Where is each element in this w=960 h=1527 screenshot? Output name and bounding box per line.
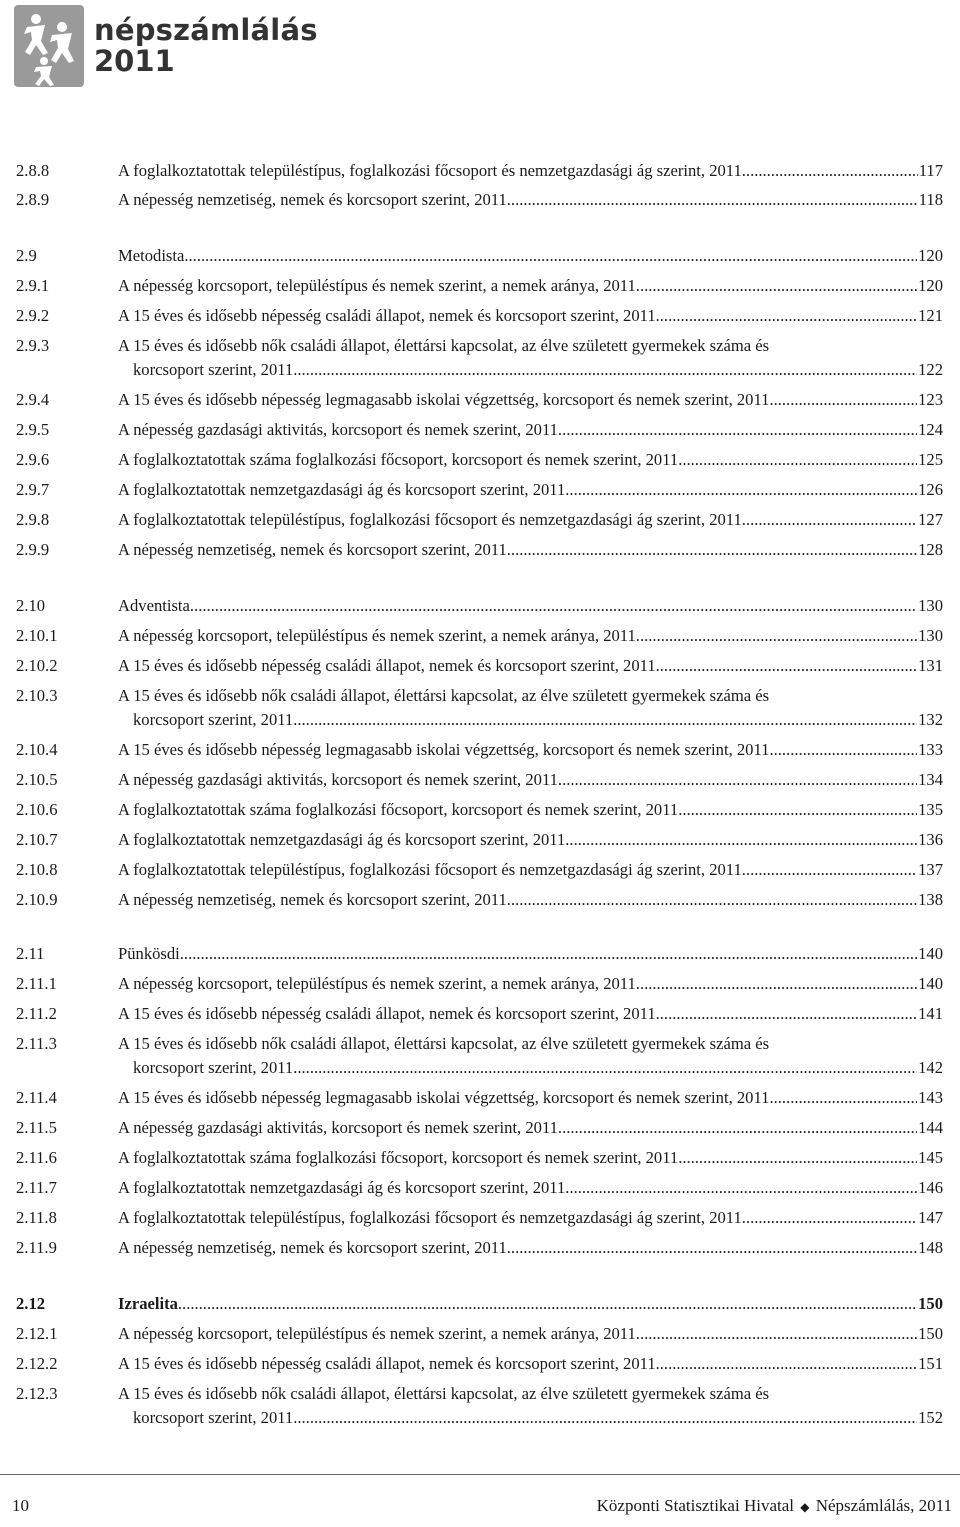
toc-entry-number: 2.9.5 <box>16 420 50 439</box>
toc-page-number: 120 <box>918 276 943 295</box>
toc-entry-body <box>118 798 943 822</box>
toc-page-number: 144 <box>918 1118 943 1137</box>
toc-entry-body <box>118 334 943 382</box>
toc-entry-number: 2.10.4 <box>16 740 58 759</box>
toc-entry-number: 2.9.1 <box>16 276 50 295</box>
toc-entry-body <box>118 942 943 966</box>
toc-page-number: 140 <box>918 974 943 993</box>
toc-entry-title: A 15 éves és idősebb népesség legmagasabb iskolai végzettség, korcsoport és nemek szerint, 2011 <box>118 1088 770 1107</box>
logo-year: 2011 <box>94 44 175 78</box>
toc-entry-number: 2.10.7 <box>16 830 58 849</box>
toc-entry-number: 2.10.5 <box>16 770 58 789</box>
toc-entry-number: 2.11.6 <box>16 1148 57 1167</box>
toc-entry-title: A 15 éves és idősebb nők családi állapot, élettársi kapcsolat, az élve született gyermekek száma és <box>118 686 770 705</box>
toc-entry-body <box>118 388 943 412</box>
dot-leader <box>678 448 917 472</box>
dot-leader <box>636 624 917 648</box>
toc-page-number: 140 <box>918 944 943 963</box>
toc-entry-body <box>118 888 943 912</box>
dot-leader <box>293 1406 917 1430</box>
toc-entry-number: 2.10.9 <box>16 890 58 909</box>
toc-entry-number: 2.9.8 <box>16 510 50 529</box>
toc-entry-body <box>118 304 943 328</box>
dot-leader <box>656 304 917 328</box>
toc-page-number: 143 <box>918 1088 943 1107</box>
toc-entry-number: 2.8.8 <box>16 161 50 180</box>
toc-entry-body <box>118 1206 943 1230</box>
toc-entry-body <box>118 1236 943 1260</box>
dot-leader <box>656 1002 917 1026</box>
toc-entry-number: 2.9.3 <box>16 336 50 355</box>
toc-entry-title: A 15 éves és idősebb népesség legmagasabb iskolai végzettség, korcsoport és nemek szerint, 2011 <box>118 390 770 409</box>
toc-entry-number: 2.12.3 <box>16 1384 58 1403</box>
census-wordmark <box>94 15 318 77</box>
toc-entry-title: A foglalkoztatottak településtípus, foglalkozási főcsoport és nemzetgazdasági ág szerint, 2011 <box>118 1208 742 1227</box>
toc-entry-title: Adventista <box>118 596 190 615</box>
toc-page-number: 130 <box>918 596 943 615</box>
toc-entry-title: A foglalkoztatottak településtípus, foglalkozási főcsoport és nemzetgazdasági ág szerint, 2011 <box>118 510 742 529</box>
toc-page-number: 127 <box>918 510 943 529</box>
toc-entry-title: A népesség nemzetiség, nemek és korcsoport szerint, 2011 <box>118 190 507 209</box>
toc-entry-number: 2.11 <box>16 944 45 963</box>
toc-entry-title: A népesség nemzetiség, nemek és korcsoport szerint, 2011 <box>118 890 507 909</box>
toc-page-number: 135 <box>918 800 943 819</box>
toc-entry-number: 2.11.3 <box>16 1034 57 1053</box>
toc-page-number: 130 <box>918 626 943 645</box>
dot-leader <box>769 388 917 412</box>
toc-entry-title: A 15 éves és idősebb népesség családi állapot, nemek és korcsoport szerint, 2011 <box>118 656 656 675</box>
toc-entry-body <box>118 274 943 298</box>
toc-page-number: 121 <box>918 306 943 325</box>
dot-leader <box>507 188 918 212</box>
dot-leader <box>184 244 917 268</box>
toc-entry-number: 2.10.8 <box>16 860 58 879</box>
toc-entry-body <box>118 684 943 732</box>
toc-entry-body <box>118 1002 943 1026</box>
dot-leader <box>565 1176 917 1200</box>
toc-entry-title: A 15 éves és idősebb népesség családi állapot, nemek és korcsoport szerint, 2011 <box>118 306 656 325</box>
toc-entry-number: 2.11.5 <box>16 1118 57 1137</box>
toc-entry-title: A foglalkoztatottak száma foglalkozási főcsoport, korcsoport és nemek szerint, 2011 <box>118 800 679 819</box>
toc-entry-title-continuation: korcsoport szerint, 2011 <box>133 1408 294 1427</box>
dot-leader <box>178 1292 917 1316</box>
footer-divider <box>0 1474 960 1475</box>
toc-entry-body <box>118 858 943 882</box>
dot-leader <box>558 768 917 792</box>
toc-entry-body <box>118 478 943 502</box>
toc-entry-body <box>118 594 943 618</box>
toc-entry-body <box>118 418 943 442</box>
toc-entry-title: A foglalkoztatottak száma foglalkozási főcsoport, korcsoport és nemek szerint, 2011 <box>118 450 679 469</box>
dot-leader <box>678 1146 917 1170</box>
toc-entry-title: A 15 éves és idősebb népesség legmagasabb iskolai végzettség, korcsoport és nemek szerint, 2011 <box>118 740 770 759</box>
toc-page-number: 125 <box>918 450 943 469</box>
toc-entry-body <box>118 1086 943 1110</box>
toc-entry-body <box>118 1176 943 1200</box>
toc-entry-number: 2.10.3 <box>16 686 58 705</box>
toc-entry-number: 2.10.6 <box>16 800 58 819</box>
footer-page-number: 10 <box>12 1496 29 1515</box>
toc-page-number: 151 <box>918 1354 943 1373</box>
toc-entry-number: 2.9.7 <box>16 480 50 499</box>
toc-entry-number: 2.9.9 <box>16 540 50 559</box>
census-people-logo-icon <box>14 5 84 87</box>
toc-entry-title: Izraelita <box>118 1294 178 1313</box>
toc-page-number: 133 <box>918 740 943 759</box>
toc-entry-body <box>118 159 943 183</box>
toc-entry-title: A népesség gazdasági aktivitás, korcsoport és nemek szerint, 2011 <box>118 420 558 439</box>
toc-entry-number: 2.9.2 <box>16 306 50 325</box>
dot-leader <box>636 274 917 298</box>
toc-entry-body <box>118 828 943 852</box>
toc-entry-number: 2.10 <box>16 596 46 615</box>
toc-page-number: 150 <box>918 1324 943 1343</box>
toc-entry-title: A 15 éves és idősebb nők családi állapot, élettársi kapcsolat, az élve született gyermekek száma és <box>118 336 770 355</box>
toc-entry-number: 2.11.9 <box>16 1238 57 1257</box>
toc-entry-number: 2.12.1 <box>16 1324 58 1343</box>
dot-leader <box>565 478 917 502</box>
toc-entry-number: 2.10.2 <box>16 656 58 675</box>
footer-publication: Népszámlálás, 2011 <box>815 1496 952 1515</box>
toc-entry-body <box>118 654 943 678</box>
toc-entry-title: A népesség korcsoport, településtípus és nemek szerint, a nemek aránya, 2011 <box>118 974 636 993</box>
toc-entry-number: 2.11.7 <box>16 1178 57 1197</box>
toc-entry-title: A népesség gazdasági aktivitás, korcsoport és nemek szerint, 2011 <box>118 1118 558 1137</box>
dot-leader <box>507 888 917 912</box>
dot-leader <box>636 972 917 996</box>
toc-entry-body <box>118 508 943 532</box>
toc-entry-body <box>118 1032 943 1080</box>
toc-page-number: 145 <box>918 1148 943 1167</box>
dot-leader <box>769 1086 917 1110</box>
toc-entry-number: 2.9.4 <box>16 390 50 409</box>
toc-page-number: 137 <box>918 860 943 879</box>
toc-entry-number: 2.9.6 <box>16 450 50 469</box>
dot-leader <box>769 738 917 762</box>
toc-page-number: 152 <box>918 1408 943 1427</box>
toc-entry-title: A foglalkoztatottak nemzetgazdasági ág és korcsoport szerint, 2011 <box>118 1178 566 1197</box>
toc-entry-title-continuation: korcsoport szerint, 2011 <box>133 710 294 729</box>
toc-entry-body <box>118 624 943 648</box>
logo-title: népszámlálás <box>94 13 318 47</box>
dot-leader <box>742 159 918 183</box>
toc-page-number: 150 <box>918 1294 943 1313</box>
dot-leader <box>180 942 917 966</box>
toc-entry-title-continuation: korcsoport szerint, 2011 <box>133 360 294 379</box>
toc-entry-number: 2.10.1 <box>16 626 58 645</box>
toc-entry-title: Pünkösdi <box>118 944 180 963</box>
toc-entry-number: 2.11.1 <box>16 974 57 993</box>
toc-page-number: 117 <box>918 161 943 180</box>
toc-entry-title-continuation: korcsoport szerint, 2011 <box>133 1058 294 1077</box>
toc-entry-body <box>118 244 943 268</box>
toc-page-number: 131 <box>918 656 943 675</box>
toc-entry-title: A népesség gazdasági aktivitás, korcsoport és nemek szerint, 2011 <box>118 770 558 789</box>
dot-leader <box>293 358 917 382</box>
toc-page-number: 118 <box>918 190 943 209</box>
toc-entry-title: A foglalkoztatottak településtípus, foglalkozási főcsoport és nemzetgazdasági ág szerint, 2011 <box>118 860 742 879</box>
toc-entry-body <box>118 188 943 212</box>
toc-entry-body <box>118 1352 943 1376</box>
dot-leader <box>565 828 917 852</box>
toc-entry-body <box>118 768 943 792</box>
dot-leader <box>742 858 917 882</box>
toc-page-number: 126 <box>918 480 943 499</box>
toc-entry-title: A foglalkoztatottak nemzetgazdasági ág és korcsoport szerint, 2011 <box>118 480 566 499</box>
dot-leader <box>678 798 917 822</box>
toc-entry-title: A népesség nemzetiség, nemek és korcsoport szerint, 2011 <box>118 1238 507 1257</box>
toc-entry-number: 2.9 <box>16 246 37 265</box>
dot-leader <box>293 1056 917 1080</box>
toc-entry-title: A népesség nemzetiség, nemek és korcsoport szerint, 2011 <box>118 540 507 559</box>
toc-entry-body <box>118 1116 943 1140</box>
dot-leader <box>636 1322 917 1346</box>
dot-leader <box>656 654 917 678</box>
toc-entry-number: 2.11.4 <box>16 1088 57 1107</box>
toc-entry-body <box>118 738 943 762</box>
toc-entry-body <box>118 972 943 996</box>
toc-entry-title: A 15 éves és idősebb népesség családi állapot, nemek és korcsoport szerint, 2011 <box>118 1004 656 1023</box>
toc-page-number: 134 <box>918 770 943 789</box>
toc-entry-body <box>118 1292 943 1316</box>
footer-publisher: Központi Statisztikai Hivatal <box>596 1496 794 1515</box>
dot-leader <box>742 508 917 532</box>
toc-entry-body <box>118 448 943 472</box>
toc-page-number: 122 <box>918 360 943 379</box>
dot-leader <box>656 1352 917 1376</box>
toc-entry-number: 2.11.2 <box>16 1004 57 1023</box>
toc-entry-title: A foglalkoztatottak településtípus, foglalkozási főcsoport és nemzetgazdasági ág szerint, 2011 <box>118 161 742 180</box>
toc-page-number: 147 <box>918 1208 943 1227</box>
dot-leader <box>558 418 917 442</box>
toc-entry-title: A foglalkoztatottak száma foglalkozási főcsoport, korcsoport és nemek szerint, 2011 <box>118 1148 679 1167</box>
toc-page-number: 148 <box>918 1238 943 1257</box>
toc-entry-number: 2.12 <box>16 1294 46 1313</box>
dot-leader <box>558 1116 917 1140</box>
footer-publisher-line <box>597 1496 952 1516</box>
diamond-separator-icon: ◆ <box>800 1500 810 1514</box>
toc-entry-title: A népesség korcsoport, településtípus és nemek szerint, a nemek aránya, 2011 <box>118 276 636 295</box>
toc-entry-number: 2.12.2 <box>16 1354 58 1373</box>
toc-page-number: 142 <box>918 1058 943 1077</box>
toc-entry-title: A 15 éves és idősebb nők családi állapot, élettársi kapcsolat, az élve született gyermekek száma és <box>118 1384 770 1403</box>
toc-entry-title: A 15 éves és idősebb népesség családi állapot, nemek és korcsoport szerint, 2011 <box>118 1354 656 1373</box>
toc-page-number: 146 <box>918 1178 943 1197</box>
toc-entry-title: A foglalkoztatottak nemzetgazdasági ág és korcsoport szerint, 2011 <box>118 830 566 849</box>
dot-leader <box>742 1206 917 1230</box>
toc-page-number: 141 <box>918 1004 943 1023</box>
toc-page-number: 124 <box>918 420 943 439</box>
dot-leader <box>293 708 917 732</box>
toc-entry-body <box>118 538 943 562</box>
toc-page-number: 136 <box>918 830 943 849</box>
toc-page-number: 123 <box>918 390 943 409</box>
toc-entry-title: Metodista <box>118 246 185 265</box>
toc-entry-body <box>118 1382 943 1430</box>
toc-entry-body <box>118 1322 943 1346</box>
dot-leader <box>190 594 917 618</box>
toc-entry-number: 2.11.8 <box>16 1208 57 1227</box>
toc-entry-body <box>118 1146 943 1170</box>
toc-entry-title: A 15 éves és idősebb nők családi állapot, élettársi kapcsolat, az élve született gyermekek száma és <box>118 1034 770 1053</box>
toc-page-number: 138 <box>918 890 943 909</box>
toc-page-number: 128 <box>918 540 943 559</box>
dot-leader <box>507 1236 917 1260</box>
toc-page-number: 132 <box>918 710 943 729</box>
toc-page-number: 120 <box>918 246 943 265</box>
toc-entry-title: A népesség korcsoport, településtípus és nemek szerint, a nemek aránya, 2011 <box>118 626 636 645</box>
census-logo <box>14 2 318 90</box>
toc-entry-number: 2.8.9 <box>16 190 50 209</box>
dot-leader <box>507 538 917 562</box>
toc-entry-title: A népesség korcsoport, településtípus és nemek szerint, a nemek aránya, 2011 <box>118 1324 636 1343</box>
